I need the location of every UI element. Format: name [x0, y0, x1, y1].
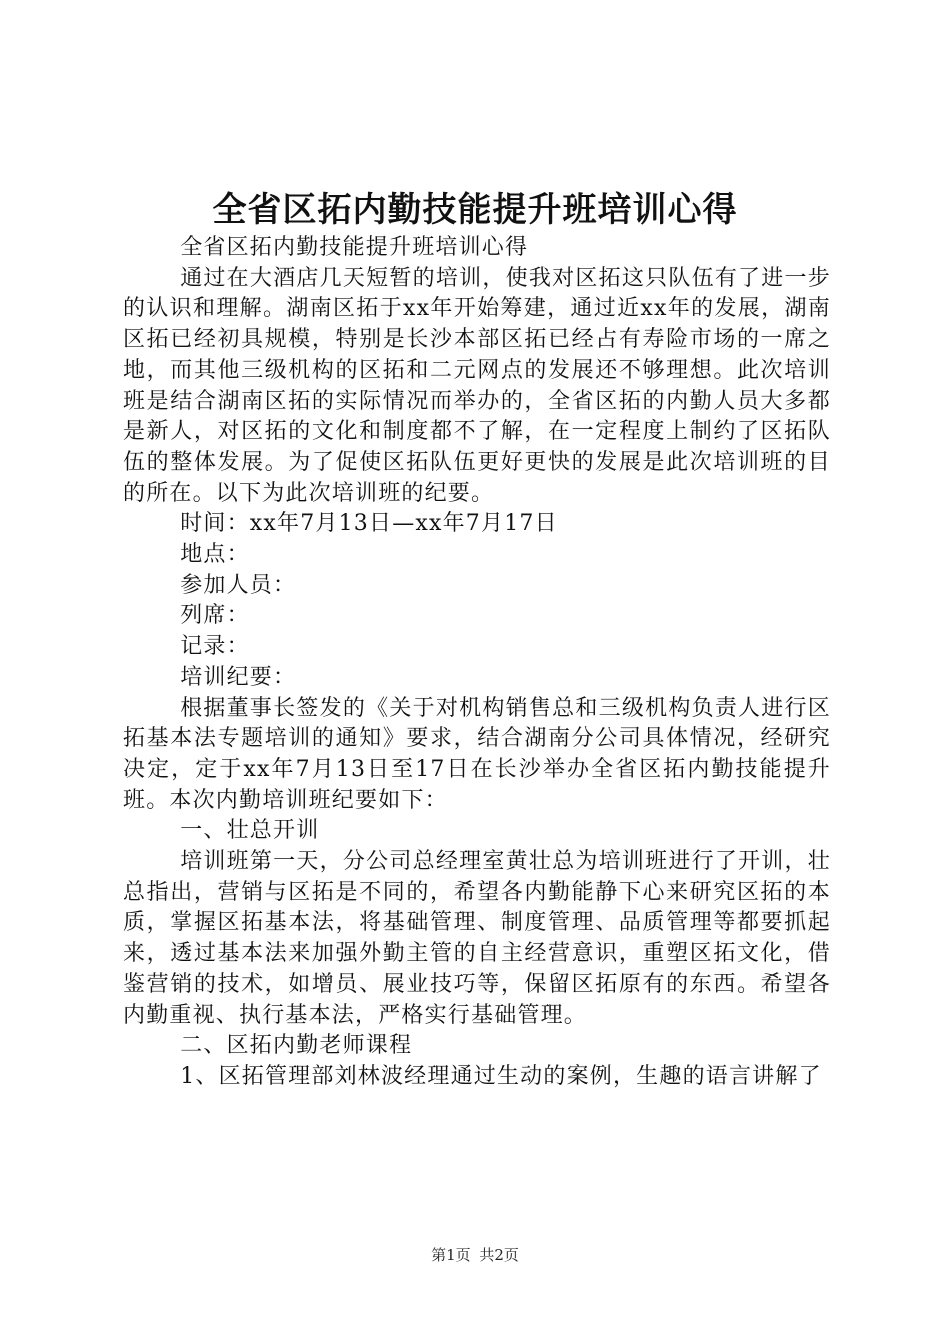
- document-body: [123, 233, 831, 1093]
- paragraph: 时间：xx年7月13日—xx年7月17日: [180, 511, 558, 537]
- paragraph: 地点：: [180, 542, 250, 568]
- page-footer: [0, 1243, 950, 1267]
- document-title: 全省区拓内勤技能提升班培训心得: [212, 190, 738, 230]
- paragraph: 培训纪要：: [180, 664, 297, 690]
- paragraph: 参加人员：: [180, 572, 297, 598]
- paragraph: 1、区拓管理部刘林波经理通过生动的案例，生趣的语言讲解了: [180, 1063, 822, 1089]
- paragraph: 一、壮总开训: [180, 818, 320, 844]
- paragraph: 培训班第一天，分公司总经理室黄壮总为培训班进行了开训，壮总指出，营销与区拓是不同的，希望各内勤能静下心来研究区拓的本质，掌握区拓基本法，将基础管理、制度管理、品质管理等都要抓起来，透过基本法来加强外勤主管的自主经营意识，重塑区拓文化，借鉴营销的技术，如增员、展业技巧等，保留区拓原有的东西。希望各内勤重视、执行基本法，严格实行基础管理。: [123, 849, 831, 1028]
- paragraph: 通过在大酒店几天短暂的培训，使我对区拓这只队伍有了进一步的认识和理解。湖南区拓于xx年开始筹建，通过近xx年的发展，湖南区拓已经初具规模，特别是长沙本部区拓已经占有寿险市场的一席之地，而其他三级机构的区拓和二元网点的发展还不够理想。此次培训班是结合湖南区拓的实际情况而举办的，全省区拓的内勤人员大多都是新人，对区拓的文化和制度都不了解，在一定程度上制约了区拓队伍的整体发展。为了促使区拓队伍更好更快的发展是此次培训班的目的所在。以下为此次培训班的纪要。: [123, 265, 831, 506]
- paragraph: 记录：: [180, 634, 250, 660]
- paragraph: 列席：: [180, 603, 250, 629]
- paragraph: 全省区拓内勤技能提升班培训心得: [180, 235, 529, 260]
- page-total: 共2页: [479, 1246, 519, 1264]
- paragraph: 根据董事长签发的《关于对机构销售总和三级机构负责人进行区拓基本法专题培训的通知》要求，结合湖南分公司具体情况，经研究决定，定于xx年7月13日至17日在长沙举办全省区拓内勤技能提升班。本次内勤培训班纪要如下：: [123, 695, 831, 813]
- page-number: 第1页: [431, 1246, 471, 1264]
- paragraph: 二、区拓内勤老师课程: [180, 1033, 413, 1059]
